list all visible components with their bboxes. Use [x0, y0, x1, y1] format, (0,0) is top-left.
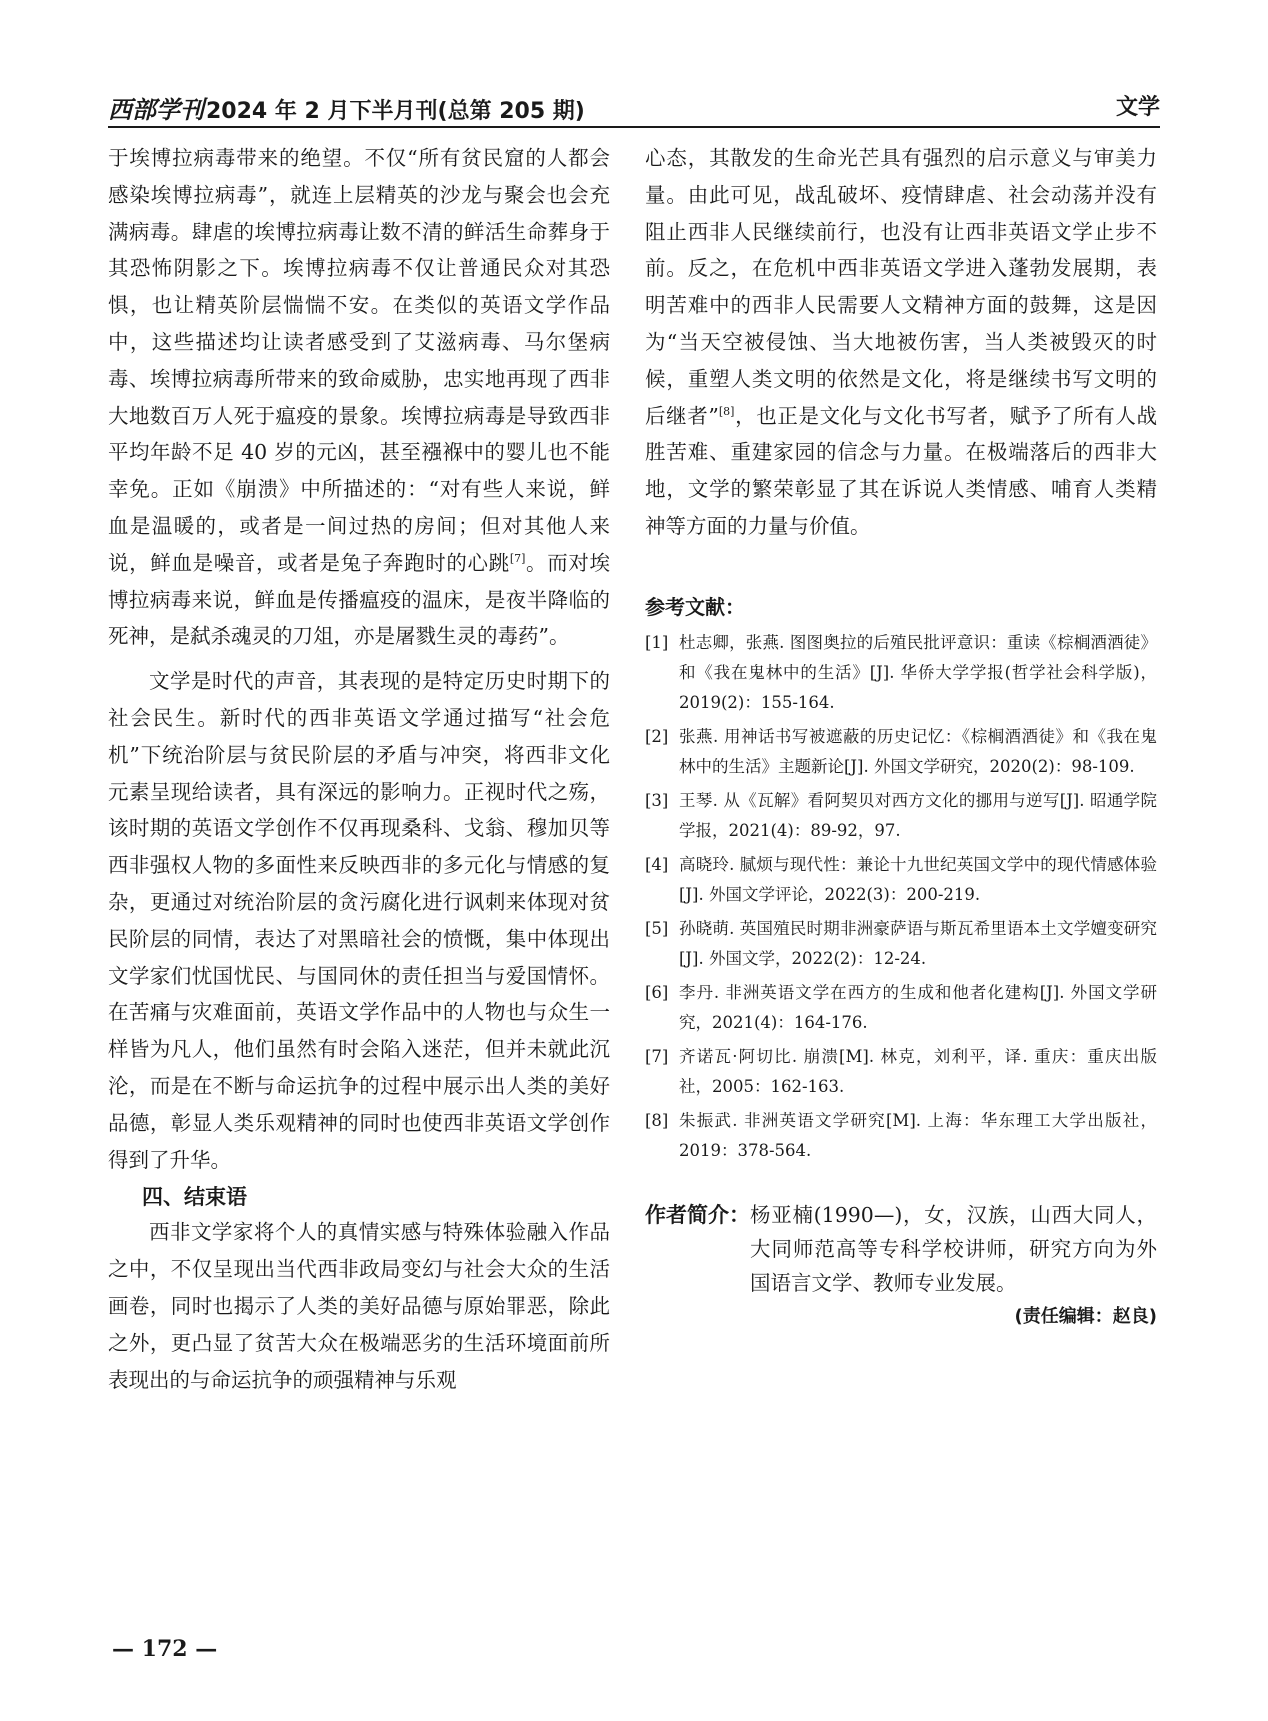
reference-item [645, 1106, 1157, 1166]
right-column [645, 140, 1157, 1328]
body-paragraph: 文学是时代的声音，其表现的是特定历史时期下的社会民生。新时代的西非英语文学通过描写“社会危机”下统治阶层与贫民阶层的矛盾与冲突，将西非文化元素呈现给读者，具有深远的影响力。正视时代之殇，该时期的英语文学创作不仅再现桑科、戈翁、穆加贝等西非强权人物的多面性来反映西非的多元化与情感的复杂，更通过对统治阶层的贪污腐化进行讽刺来体现对贫民阶层的同情，表达了对黑暗社会的愤慨，集中体现出文学家们忧国忧民、与国同休的责任担当与爱国情怀。在苦痛与灾难面前，英语文学作品中的人物也与众生一样皆为凡人，他们虽然有时会陷入迷茫，但并未就此沉沦，而是在不断与命运抗争的过程中展示出人类的美好品德，彰显人类乐观精神的同时也使西非英语文学创作得到了升华。 [108, 669, 610, 1172]
journal-issue [108, 90, 585, 125]
reference-number: [1] [645, 632, 669, 652]
author-bio-text: 杨亚楠(1990—)，女，汉族，山西大同人，大同师范高等专科学校讲师，研究方向为外国语言文学、教师专业发展。 [750, 1202, 1157, 1295]
reference-number: [3] [645, 790, 669, 810]
reference-text: 杜志卿，张燕. 图图奥拉的后殖民批评意识：重读《棕榈酒酒徒》和《我在鬼林中的生活》[J]. 华侨大学学报(哲学社会科学版)，2019(2)：155-164. [679, 632, 1157, 712]
reference-item [645, 786, 1157, 846]
page-number: — 172 — [112, 1636, 218, 1662]
paragraph-text: 于埃博拉病毒带来的绝望。不仅“所有贫民窟的人都会感染埃博拉病毒”，就连上层精英的沙龙与聚会也会充满病毒。肆虐的埃博拉病毒让数不清的鲜活生命葬身于其恐怖阴影之下。埃博拉病毒不仅让普通民众对其恐惧，也让精英阶层惴惴不安。在类似的英语文学作品中，这些描述均让读者感受到了艾滋病毒、马尔堡病毒、埃博拉病毒所带来的致命威胁，忠实地再现了西非大地数百万人死于瘟疫的景象。埃博拉病毒是导致西非平均年龄不足 40 岁的元凶，甚至襁褓中的婴儿也不能幸免。正如《崩溃》中所描述的：“对有些人来说，鲜血是温暖的，或者是一间过热的房间；但对其他人来说，鲜血是噪音，或者是兔子奔跑时的心跳 [108, 146, 610, 575]
citation-mark: [7] [509, 551, 526, 565]
references-title: 参考文献： [645, 594, 745, 619]
reference-number: [2] [645, 726, 669, 746]
reference-text: 王琴. 从《瓦解》看阿契贝对西方文化的挪用与逆写[J]. 昭通学院学报，2021(4)：89-92，97. [679, 790, 1157, 840]
reference-text: 朱振武. 非洲英语文学研究[M]. 上海：华东理工大学出版社，2019：378-564. [679, 1110, 1157, 1160]
reference-item [645, 978, 1157, 1038]
body-paragraph: 西非文学家将个人的真情实感与特殊体验融入作品之中，不仅呈现出当代西非政局变幻与社会大众的生活画卷，同时也揭示了人类的美好品德与原始罪恶，除此之外，更凸显了贫苦大众在极端恶劣的生活环境面前所表现出的与命运抗争的顽强精神与乐观 [108, 1220, 610, 1392]
body-paragraph [108, 140, 610, 655]
paragraph-text: 。而对埃博拉病毒来说，鲜血是传播瘟疫的温床，是夜半降临的死神，是弑杀魂灵的刀俎，亦是屠戮生灵的毒药”。 [108, 550, 610, 649]
reference-list [645, 628, 1157, 1166]
page-header [108, 88, 1160, 132]
reference-number: [6] [645, 982, 669, 1002]
reference-text: 齐诺瓦·阿切比. 崩溃[M]. 林克，刘利平，译. 重庆：重庆出版社，2005：162-163. [679, 1046, 1157, 1096]
header-rule [108, 126, 1160, 128]
reference-number: [8] [645, 1110, 669, 1130]
citation-mark: [8] [718, 404, 735, 418]
reference-number: [4] [645, 854, 669, 874]
reference-text: 张燕. 用神话书写被遮蔽的历史记忆：《棕榈酒酒徒》和《我在鬼林中的生活》主题新论[J]. 外国文学研究，2020(2)：98-109. [679, 726, 1157, 776]
reference-item [645, 722, 1157, 782]
reference-item [645, 628, 1157, 718]
reference-item [645, 850, 1157, 910]
journal-logo: 西部学刊 [108, 95, 204, 124]
body-paragraph [645, 140, 1157, 545]
left-column [108, 140, 610, 1398]
reference-text: 高晓玲. 腻烦与现代性：兼论十九世纪英国文学中的现代情感体验[J]. 外国文学评论，2022(3)：200-219. [679, 854, 1157, 904]
section-heading: 四、结束语 [142, 1185, 247, 1210]
issue-info: 2024 年 2 月下半月刊(总第 205 期) [206, 99, 585, 124]
reference-item [645, 1042, 1157, 1102]
reference-item [645, 914, 1157, 974]
reference-text: 孙晓萌. 英国殖民时期非洲豪萨语与斯瓦希里语本土文学嬗变研究[J]. 外国文学，2022(2)：12-24. [679, 918, 1157, 968]
reference-text: 李丹. 非洲英语文学在西方的生成和他者化建构[J]. 外国文学研究，2021(4)：164-176. [679, 982, 1157, 1032]
author-bio-label: 作者简介： [645, 1202, 750, 1227]
author-bio [645, 1198, 1157, 1300]
reference-number: [7] [645, 1046, 669, 1066]
paragraph-text: ，也正是文化与文化书写者，赋予了所有人战胜苦难、重建家园的信念与力量。在极端落后的西非大地，文学的繁荣彰显了其在诉说人类情感、哺育人类精神等方面的力量与价值。 [645, 403, 1158, 538]
section-label: 文学 [1115, 95, 1160, 120]
paragraph-text: 心态，其散发的生命光芒具有强烈的启示意义与审美力量。由此可见，战乱破坏、疫情肆虐、社会动荡并没有阻止西非人民继续前行，也没有让西非英语文学止步不前。反之，在危机中西非英语文学进入蓬勃发展期，表明苦难中的西非人民需要人文精神方面的鼓舞，这是因为“当天空被侵蚀、当大地被伤害，当人类被毁灭的时候，重塑人类文明的依然是文化，将是继续书写文明的后继者” [645, 146, 1157, 428]
responsible-editor: (责任编辑：赵良) [1014, 1305, 1157, 1327]
reference-number: [5] [645, 918, 669, 938]
